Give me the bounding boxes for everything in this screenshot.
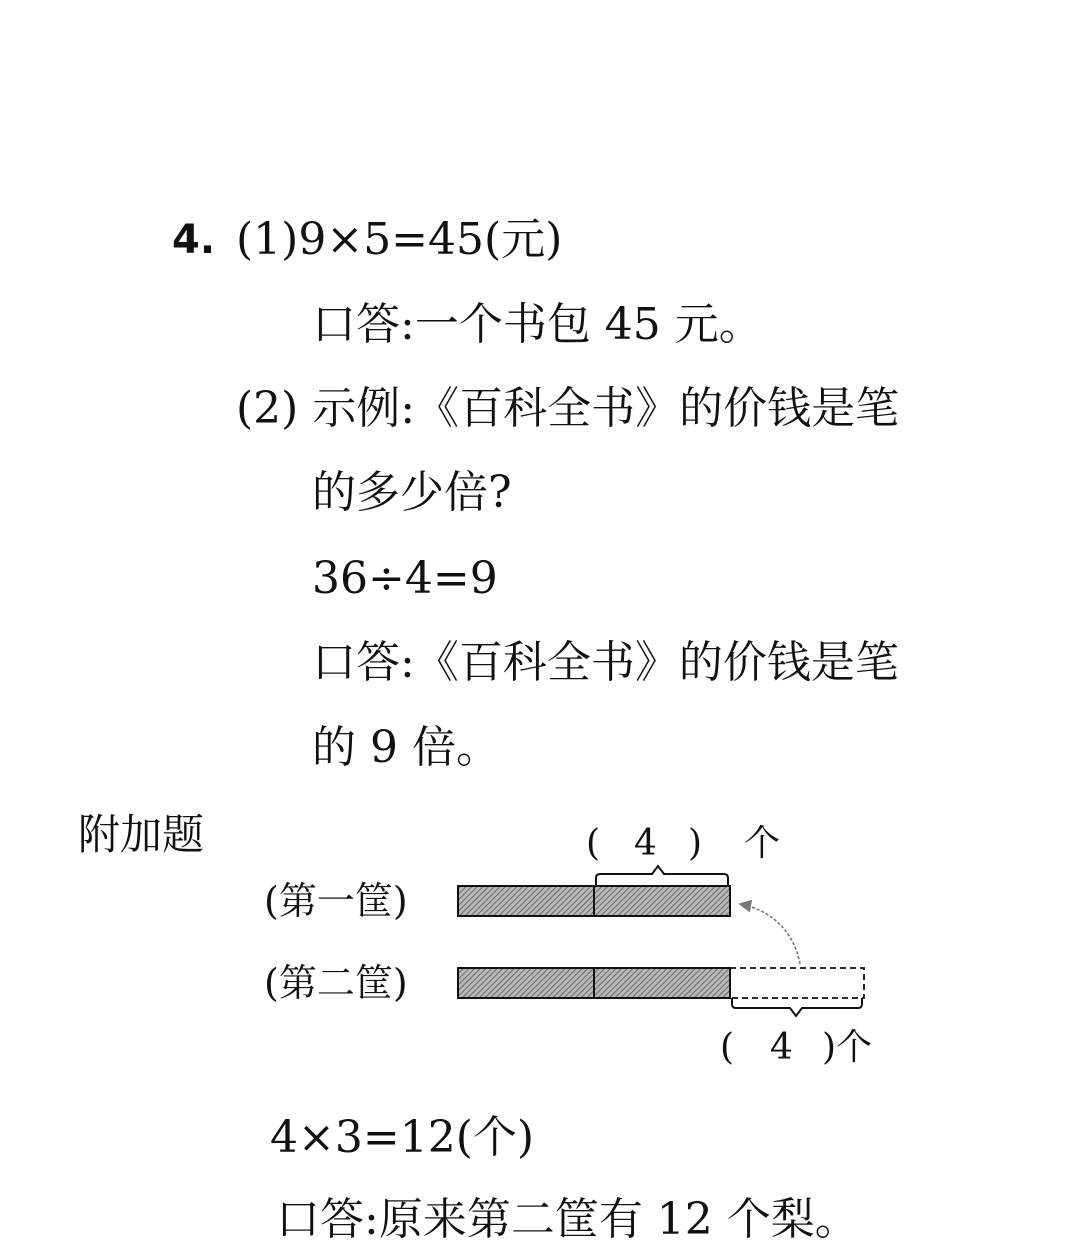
top-label-unit: 个 (744, 823, 781, 864)
top-label-close-paren: ) (688, 823, 703, 864)
basket2-segment-2 (594, 968, 730, 998)
basket2-moved-part (730, 968, 864, 998)
bottom-label-close-unit: )个 (822, 1027, 873, 1068)
extra-equation: 4×3=12(个) (270, 1112, 535, 1163)
move-arrow (740, 904, 800, 964)
basket1-segment-1 (458, 886, 594, 916)
question-number: 4. (172, 217, 216, 263)
q4-part2-answer-line2: 的 9 倍。 (312, 722, 500, 773)
bottom-brace (732, 998, 862, 1016)
basket1-label: (第一筐) (264, 879, 408, 923)
q4-part2-answer-line1: 口答:《百科全书》的价钱是笔 (312, 637, 899, 688)
extra-answer: 口答:原来第二筐有 12 个梨。 (276, 1194, 859, 1245)
q4-part1-equation: (1)9×5=45(元) (236, 214, 563, 265)
basket2-label: (第二筐) (264, 961, 408, 1005)
top-label-open-paren: ( (586, 823, 601, 864)
basket1-segment-2 (594, 886, 730, 916)
bottom-label-open-paren: ( (720, 1027, 735, 1068)
q4-part2-question-line1: (2) 示例:《百科全书》的价钱是笔 (236, 383, 900, 434)
top-brace (596, 866, 728, 886)
q4-part1-answer: 口答:一个书包 45 元。 (312, 299, 763, 350)
extra-heading: 附加题 (78, 810, 205, 859)
bottom-label-value: 4 (770, 1027, 793, 1068)
q4-part2-equation: 36÷4=9 (312, 553, 498, 604)
basket2-segment-1 (458, 968, 594, 998)
top-label-value: 4 (634, 823, 657, 864)
q4-part2-question-line2: 的多少倍? (312, 467, 512, 518)
